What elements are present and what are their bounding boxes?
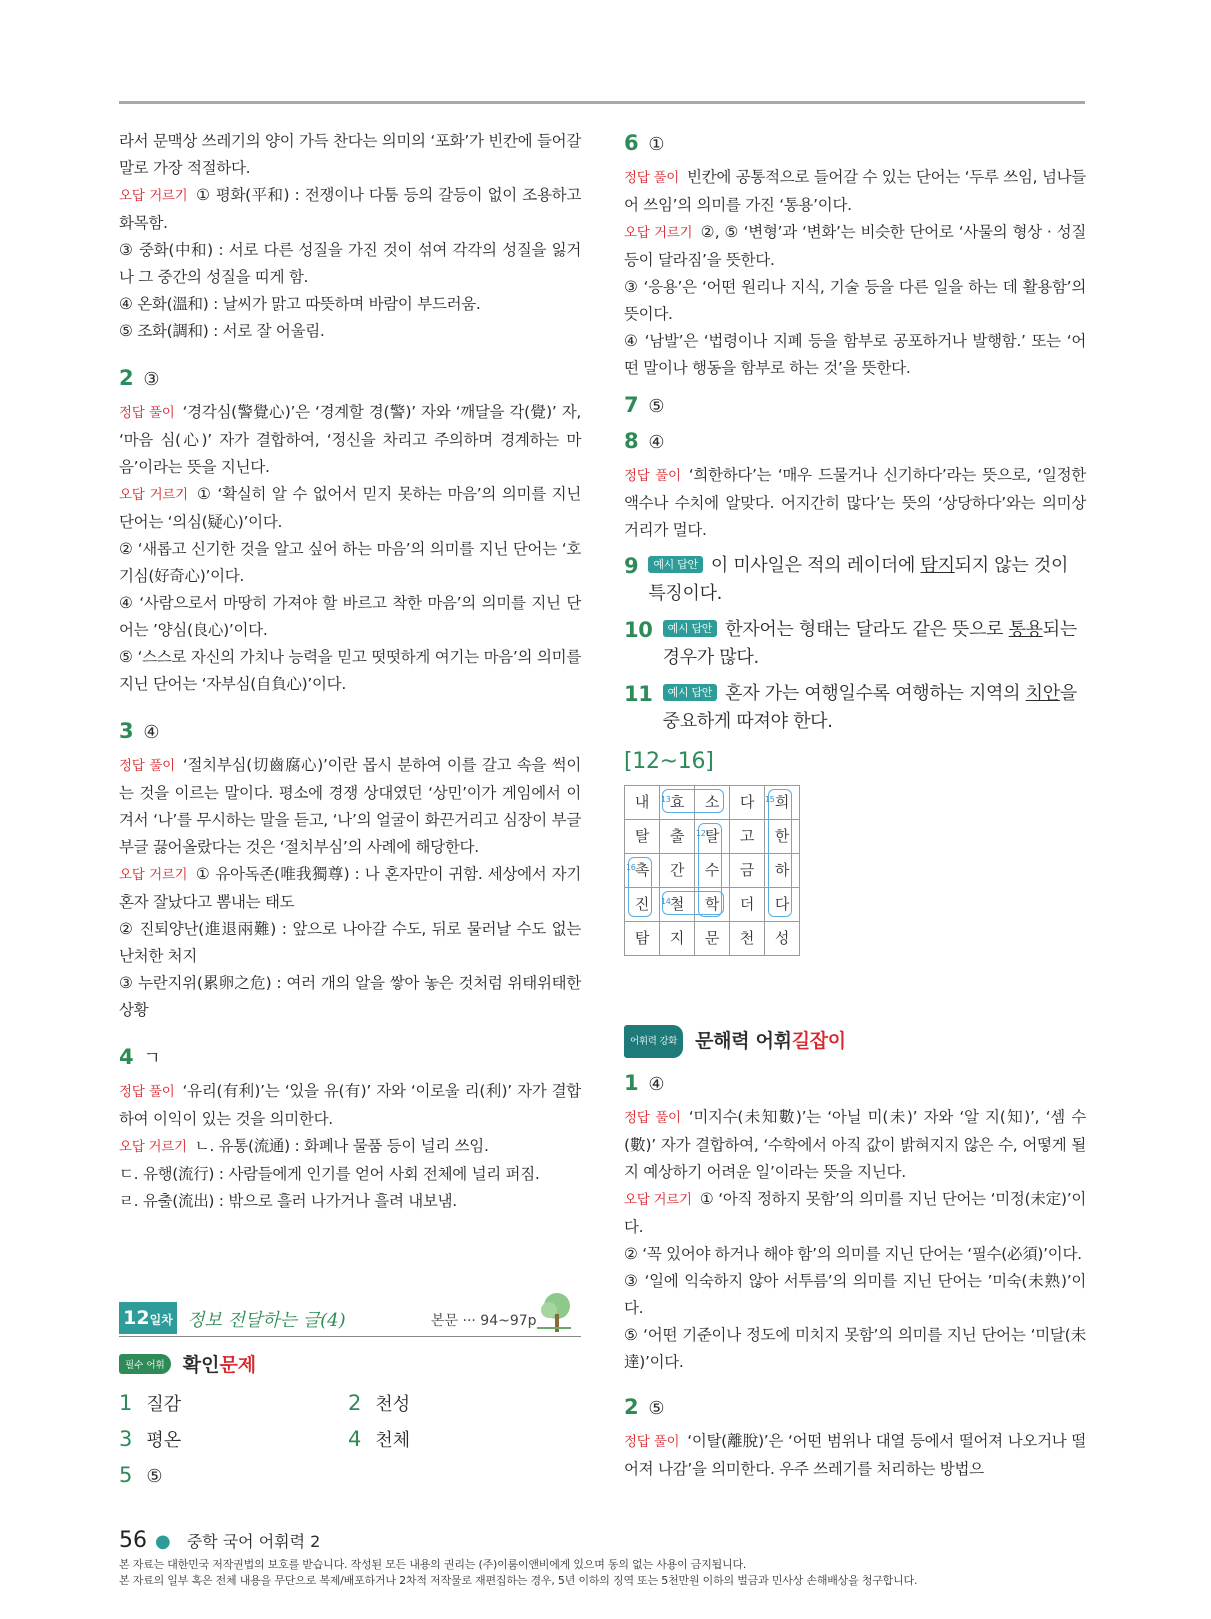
wrong-item: ③ 중화(中和) : 서로 다른 성질을 가진 것이 섞여 각각의 성질을 잃거나 그 중간의 성질을 띠게 함. bbox=[119, 241, 581, 286]
s2-correct: 정답 풀이 ‘이탈(離脫)’은 ‘어떤 범위나 대열 등에서 떨어져 나오거나 떨어져 나감’을 의미한다. 우주 쓰레기를 처리하는 방법으 bbox=[624, 1432, 1086, 1478]
q4-wrong: 오답 거르기 ㄴ. 유통(流通) : 화폐나 물품 등이 널리 쓰임. bbox=[119, 1137, 489, 1155]
wrong-item: ④ ‘남발’은 ‘법령이나 지폐 등을 함부로 공포하거나 발행함.’ 또는 ‘어떤 말이나 행동을 함부로 하는 것’을 뜻한다. bbox=[624, 332, 1086, 377]
grid-cell: 철 bbox=[660, 888, 695, 922]
grid-cell: 출 bbox=[660, 820, 695, 854]
check-section-title: 필수 어휘 확인 문제 bbox=[119, 1350, 256, 1377]
grid-cell: 촉 bbox=[625, 854, 660, 888]
grid-cell: 문 bbox=[695, 922, 730, 956]
grid-cell: 내 bbox=[625, 786, 660, 820]
question-10: 10 예시 답안 한자어는 형태는 달라도 같은 뜻으로 통용되는 경우가 많다. bbox=[624, 618, 1077, 668]
grid-cell: 다 bbox=[730, 786, 765, 820]
day-badge: 12일차 bbox=[119, 1302, 177, 1334]
literacy-section-title: 어휘력 강화 문해력 어휘 길잡이 bbox=[624, 1025, 1086, 1058]
wrong-item: ③ 누란지위(累卵之危) : 여러 개의 알을 쌓아 놓은 것처럼 위태위태한 상황 bbox=[119, 974, 581, 1019]
bullet-icon: ● bbox=[155, 1531, 171, 1552]
grid-cell: 탈 bbox=[625, 820, 660, 854]
q3-wrong: 오답 거르기 ① 유아독존(唯我獨尊) : 나 혼자만이 귀함. 세상에서 자기 혼자 잘났다고 뽐내는 태도 bbox=[119, 865, 581, 911]
grid-number: 13 bbox=[661, 795, 671, 804]
copyright-line-2: 본 자료의 일부 혹은 전체 내용을 무단으로 복제/배포하거나 2차적 저작물로 재편집하는 경우, 5년 이하의 징역 또는 5천만원 이하의 벌금과 민사상 손해배상을 청구합니다. bbox=[119, 1574, 918, 1587]
day-title: 정보 전달하는 글(4) bbox=[187, 1310, 346, 1331]
check-answer-2: 2 천성 bbox=[348, 1391, 411, 1415]
grid-cell: 진 bbox=[625, 888, 660, 922]
wrong-item: ④ 온화(溫和) : 날씨가 맑고 따뜻하며 바람이 부드러움. bbox=[119, 295, 481, 313]
left-column bbox=[119, 128, 581, 1215]
day-header bbox=[119, 1302, 581, 1337]
q6-correct: 정답 풀이 빈칸에 공통적으로 들어갈 수 있는 단어는 ‘두루 쓰임, 넘나들어 쓰임’의 의미를 가진 ‘통용’이다. bbox=[624, 168, 1086, 214]
wrong-item: ④ ‘사람으로서 마땅히 가져야 할 바르고 착한 마음’의 의미를 지닌 단어는 ’양심(良心)’이다. bbox=[119, 594, 581, 639]
wrong-item: ㄷ. 유행(流行) : 사람들에게 인기를 얻어 사회 전체에 널리 퍼짐. bbox=[119, 1165, 540, 1183]
check-answer-5: 5 ⑤ bbox=[119, 1463, 163, 1487]
example-answer-badge: 예시 답안 bbox=[648, 556, 703, 573]
q2-wrong: 오답 거르기 ① ‘확실히 알 수 없어서 믿지 못하는 마음’의 의미를 지닌 단어는 ‘의심(疑心)’이다. bbox=[119, 485, 581, 531]
grid-cell: 소 bbox=[695, 786, 730, 820]
question-2-header: 2 ③ bbox=[119, 366, 160, 390]
example-answer-badge: 예시 답안 bbox=[663, 684, 718, 701]
wrong-item: ⑤ ‘어떤 기준이나 정도에 미치지 못함’의 의미를 지닌 단어는 ‘미달(未達)’이다. bbox=[624, 1326, 1086, 1371]
book-title: 중학 국어 어휘력 2 bbox=[186, 1532, 321, 1551]
grid-cell: 하 bbox=[765, 854, 800, 888]
check-answer-1: 1 질감 bbox=[119, 1391, 182, 1415]
question-7-header: 7 ⑤ bbox=[624, 393, 665, 417]
wrong-label: 오답 거르기 bbox=[119, 188, 188, 204]
section2-question-1-header: 1 ④ bbox=[624, 1071, 665, 1095]
grid-cell: 탐 bbox=[625, 922, 660, 956]
grid-cell: 지 bbox=[660, 922, 695, 956]
wrong-item: ㄹ. 유출(流出) : 밖으로 흘러 나가거나 흘려 내보냄. bbox=[119, 1192, 457, 1210]
grid-cell: 희 bbox=[765, 786, 800, 820]
q4-correct: 정답 풀이 ‘유리(有利)’는 ‘있을 유(有)’ 자와 ‘이로울 리(利)’ 자가 결합하여 이익이 있는 것을 의미한다. bbox=[119, 1082, 581, 1128]
question-6-header: 6 ① bbox=[624, 131, 665, 155]
check-answer-4: 4 천체 bbox=[348, 1427, 411, 1451]
page-reference: 본문 ··· 94~97p bbox=[431, 1313, 537, 1329]
answer-highlight-14 bbox=[662, 891, 724, 915]
grid-number: 14 bbox=[661, 897, 671, 906]
grid-cell: 금 bbox=[730, 854, 765, 888]
grid-number: 15 bbox=[765, 795, 775, 804]
wrong-item: ③ ‘응용’은 ‘어떤 원리나 지식, 기술 등을 다른 일을 하는 데 활용함’의 뜻이다. bbox=[624, 278, 1086, 323]
q3-correct: 정답 풀이 ‘절치부심(切齒腐心)’이란 몹시 분하여 이를 갈고 속을 썩이는 것을 이르는 말이다. 평소에 경쟁 상대였던 ‘상민’이가 게임에서 이겨서 ‘나’를 무시하는 말을 듣고, ‘나’의 얼굴이 화끈거리고 심장이 부글부글 끓어올랐다는 것은 ‘절치부심’의 사례에 해당한다. bbox=[119, 756, 581, 856]
wrong-item: ② ‘꼭 있어야 하거나 해야 함’의 의미를 지닌 단어는 ‘필수(必須)’이다. bbox=[624, 1245, 1082, 1263]
q6-wrong: 오답 거르기 ②, ⑤ ‘변형’과 ‘변화’는 비슷한 단어로 ‘사물의 형상 · 성질 등이 달라짐’을 뜻한다. bbox=[624, 223, 1086, 269]
check-answer-3: 3 평온 bbox=[119, 1427, 182, 1451]
grid-number: 12 bbox=[696, 829, 706, 838]
wrong-item: ③ ‘일에 익숙하지 않아 서투름’의 의미를 지닌 단어는 ’미숙(未熟)’이다. bbox=[624, 1272, 1086, 1317]
wrong-item: ⑤ 조화(調和) : 서로 잘 어울림. bbox=[119, 322, 325, 340]
question-8-header: 8 ④ bbox=[624, 429, 665, 453]
tree-icon bbox=[531, 1290, 577, 1334]
grid-cell: 탈 bbox=[695, 820, 730, 854]
grid-cell: 더 bbox=[730, 888, 765, 922]
grid-cell: 수 bbox=[695, 854, 730, 888]
section2-question-2-header: 2 ⑤ bbox=[624, 1395, 665, 1419]
grid-cell: 성 bbox=[765, 922, 800, 956]
question-4-header: 4 ㄱ bbox=[119, 1045, 161, 1069]
wrong-answer-1: 오답 거르기 ① 평화(平和) : 전쟁이나 다툼 등의 갈등이 없이 조용하고 화목함. bbox=[119, 186, 581, 232]
grid-cell: 효 bbox=[660, 786, 695, 820]
grid-cell: 학 bbox=[695, 888, 730, 922]
grid-cell: 한 bbox=[765, 820, 800, 854]
page-footer bbox=[119, 1528, 1119, 1553]
s1-correct: 정답 풀이 ‘미지수(未知數)’는 ‘아닐 미(未)’ 자와 ‘알 지(知)’, ‘셈 수(數)’ 자가 결합하여, ‘수학에서 아직 값이 밝혀지지 않은 수, 어떻게 될지 예상하기 어려운 일’이라는 뜻을 지닌다. bbox=[624, 1108, 1086, 1181]
grid-number: 16 bbox=[626, 863, 636, 872]
q8-correct: 정답 풀이 ‘희한하다’는 ‘매우 드물거나 신기하다’라는 뜻으로, ‘일정한 액수나 수치에 알맞다. 어지간히 많다’는 뜻의 ‘상당하다’와는 의미상 거리가 멀다. bbox=[624, 466, 1086, 539]
grid-cell: 다 bbox=[765, 888, 800, 922]
page-number: 56 bbox=[119, 1528, 147, 1553]
answer-highlight-13 bbox=[662, 789, 724, 813]
range-label: [12~16] bbox=[624, 749, 714, 774]
question-9: 9 예시 답안 이 미사일은 적의 레이더에 탐지되지 않는 것이 특징이다. bbox=[624, 554, 1069, 604]
question-3-header: 3 ④ bbox=[119, 719, 160, 743]
intro-text: 라서 문맥상 쓰레기의 양이 가득 찬다는 의미의 ‘포화’가 빈칸에 들어갈 말로 가장 적절하다. bbox=[119, 132, 581, 177]
example-answer-badge: 예시 답안 bbox=[663, 620, 718, 637]
wrong-item: ② ‘새롭고 신기한 것을 알고 싶어 하는 마음’의 의미를 지닌 단어는 ‘호기심(好奇心)’이다. bbox=[119, 540, 581, 585]
right-column bbox=[624, 128, 1086, 1483]
grid-cell: 간 bbox=[660, 854, 695, 888]
required-vocab-badge: 필수 어휘 bbox=[119, 1354, 171, 1374]
grid-cell: 천 bbox=[730, 922, 765, 956]
wrong-item: ② 진퇴양난(進退兩難) : 앞으로 나아갈 수도, 뒤로 물러날 수도 없는 난처한 처지 bbox=[119, 920, 581, 965]
question-11: 11 예시 답안 혼자 가는 여행일수록 여행하는 지역의 치안을 중요하게 따져야 한다. bbox=[624, 682, 1077, 732]
q2-correct: 정답 풀이 ‘경각심(警覺心)’은 ‘경계할 경(警)’ 자와 ‘깨달을 각(覺)’ 자, ‘마음 심(心)’ 자가 결합하여, ‘정신을 차리고 주의하며 경계하는 마음’이라는 뜻을 지닌다. bbox=[119, 403, 581, 476]
vocab-boost-badge: 어휘력 강화 bbox=[624, 1025, 683, 1058]
wrong-item: ⑤ ‘스스로 자신의 가치나 능력을 믿고 떳떳하게 여기는 마음’의 의미를 지닌 단어는 ‘자부심(自負心)’이다. bbox=[119, 648, 581, 693]
top-rule bbox=[119, 101, 1085, 104]
grid-cell: 고 bbox=[730, 820, 765, 854]
word-puzzle-grid bbox=[624, 785, 806, 965]
copyright-line-1: 본 자료는 대한민국 저작권법의 보호를 받습니다. 작성된 모든 내용의 권리는 (주)이룸이앤비에게 있으며 동의 없는 사용이 금지됩니다. bbox=[119, 1558, 747, 1571]
s1-wrong: 오답 거르기 ① ‘아직 정하지 못함’의 의미를 지닌 단어는 ‘미정(未定)’이다. bbox=[624, 1190, 1086, 1236]
